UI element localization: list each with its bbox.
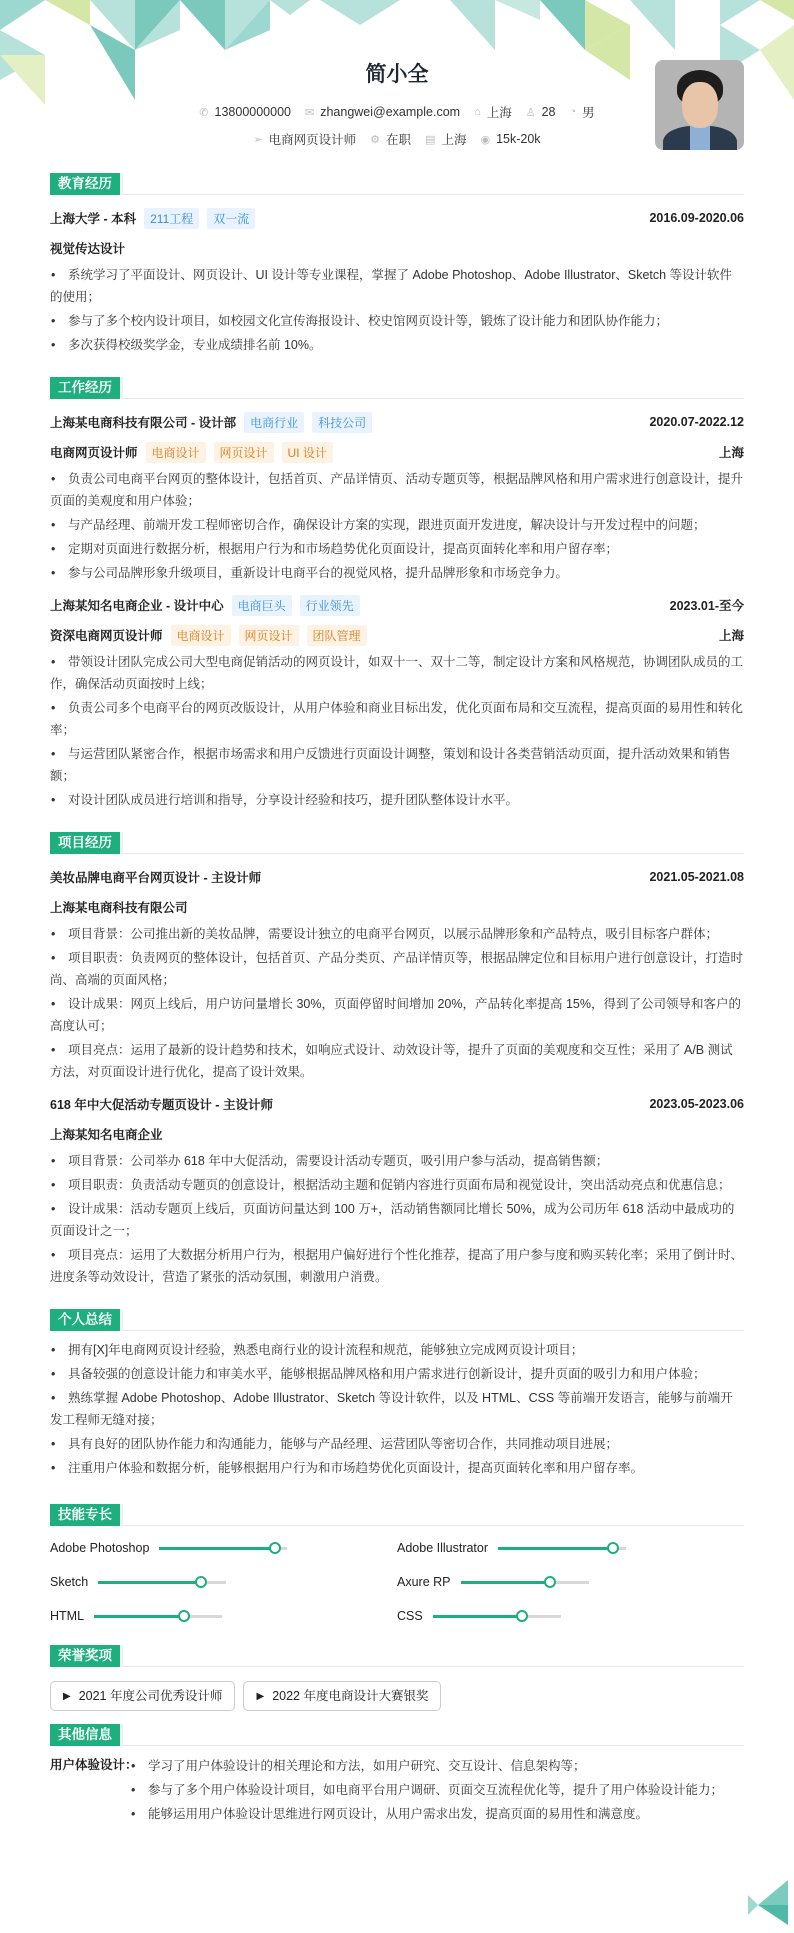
info-text: 13800000000 bbox=[214, 105, 291, 119]
skill-level-fill bbox=[498, 1547, 613, 1550]
bullet-item: • 参与了多个校内设计项目，如校园文化宣传海报设计、校史馆网页设计等，锻炼了设计能力和团队协作能力； bbox=[50, 310, 744, 332]
section-header bbox=[50, 368, 744, 399]
skill-level-slider bbox=[498, 1547, 626, 1550]
bullet-list bbox=[50, 651, 744, 811]
skill-level-slider bbox=[433, 1615, 561, 1618]
skill-level-fill bbox=[461, 1581, 551, 1584]
skill-level-fill bbox=[159, 1547, 274, 1550]
skill-name: Adobe Photoshop bbox=[50, 1541, 150, 1555]
entry-row bbox=[50, 1089, 744, 1119]
date-range: 2020.07-2022.12 bbox=[649, 415, 744, 429]
avatar bbox=[655, 60, 744, 150]
tag-badge: 电商行业 bbox=[244, 412, 304, 433]
bullet-item: • 与运营团队紧密合作，根据市场需求和用户反馈进行页面设计调整，策划和设计各类营销活动页面，提升活动效果和销售额； bbox=[50, 743, 744, 787]
info-item bbox=[370, 130, 411, 148]
skills-grid bbox=[50, 1534, 744, 1626]
skill-level-slider bbox=[94, 1615, 222, 1618]
entry-row bbox=[50, 437, 744, 467]
work-item bbox=[50, 407, 744, 584]
section-header bbox=[50, 823, 744, 854]
award-item[interactable] bbox=[243, 1681, 441, 1711]
tag-badge: 行业领先 bbox=[300, 595, 360, 616]
location: 上海 bbox=[718, 629, 744, 643]
tag-badge: 电商设计 bbox=[171, 625, 231, 646]
section-work bbox=[50, 368, 744, 811]
entry-row bbox=[50, 590, 744, 620]
section-header bbox=[50, 164, 744, 195]
project-company: 上海某电商科技有限公司 bbox=[50, 901, 188, 915]
entry-row bbox=[50, 1119, 744, 1149]
info-item bbox=[253, 130, 356, 148]
bullet-item: • 具备较强的创意设计能力和审美水平，能够根据品牌风格和用户需求进行创新设计，提升页面的吸引力和用户体验； bbox=[50, 1363, 744, 1385]
bullet-item: • 具有良好的团队协作能力和沟通能力，能够与产品经理、运营团队等密切合作，共同推动项目进展； bbox=[50, 1433, 744, 1455]
section-title: 工作经历 bbox=[50, 377, 120, 399]
tag-badge: 团队管理 bbox=[307, 625, 367, 646]
info-item bbox=[526, 103, 556, 121]
location: 上海 bbox=[718, 446, 744, 460]
skill-level-knob bbox=[178, 1610, 190, 1622]
date-range: 2021.05-2021.08 bbox=[649, 870, 744, 884]
section-projects bbox=[50, 823, 744, 1288]
education-item bbox=[50, 203, 744, 356]
entry-row bbox=[50, 862, 744, 892]
phone-icon: ✆ bbox=[199, 106, 209, 119]
bullet-item: • 设计成果：活动专题页上线后，页面访问量达到 100 万+，活动销售额同比增长 50%，成为公司历年 618 活动中最成功的页面设计之一； bbox=[50, 1198, 744, 1242]
company-name: 上海某电商科技有限公司 - 设计部 bbox=[50, 416, 237, 430]
award-label: 2021 年度公司优秀设计师 bbox=[78, 1688, 223, 1703]
bullet-list bbox=[50, 264, 744, 356]
tag-badge: 双一流 bbox=[207, 208, 255, 229]
section-title: 荣誉奖项 bbox=[50, 1645, 120, 1667]
info-text: 28 bbox=[541, 105, 556, 119]
entry-left bbox=[50, 1125, 163, 1143]
skill-level-slider bbox=[98, 1581, 226, 1584]
entry-left bbox=[50, 625, 367, 646]
bullet-item: • 参与公司品牌形象升级项目，重新设计电商平台的视觉风格，提升品牌形象和市场竞争力。 bbox=[50, 562, 744, 584]
entry-row bbox=[50, 892, 744, 922]
job-role: 资深电商网页设计师 bbox=[50, 629, 163, 643]
candidate-name: 简小全 bbox=[365, 63, 429, 86]
work-item bbox=[50, 590, 744, 811]
info-item bbox=[474, 103, 512, 121]
bullet-item: • 参与了多个用户体验设计项目，如电商平台用户调研、页面交互流程优化等，提升了用户体验设计能力； bbox=[130, 1779, 723, 1801]
skill-item bbox=[50, 1538, 397, 1558]
info-item bbox=[199, 103, 291, 121]
entry-left bbox=[50, 595, 360, 616]
entry-left bbox=[50, 1095, 273, 1113]
entry-left bbox=[50, 239, 125, 257]
entry-left bbox=[50, 898, 188, 916]
school-name: 上海大学 - 本科 bbox=[50, 212, 137, 226]
skill-level-slider bbox=[461, 1581, 589, 1584]
project-item bbox=[50, 862, 744, 1083]
section-header bbox=[50, 1715, 744, 1746]
age-icon: ♙ bbox=[525, 106, 536, 119]
skill-level-knob bbox=[195, 1576, 207, 1588]
date-range: 2016.09-2020.06 bbox=[649, 211, 744, 225]
section-header bbox=[50, 1495, 744, 1526]
bullet-item: • 带领设计团队完成公司大型电商促销活动的网页设计，如双十一、双十二等，制定设计方案和风格规范，协调团队成员的工作，确保活动页面按时上线； bbox=[50, 651, 744, 695]
section-summary bbox=[50, 1300, 744, 1479]
section-header bbox=[50, 1300, 744, 1331]
entry-left bbox=[50, 868, 261, 886]
skill-level-knob bbox=[544, 1576, 556, 1588]
info-item bbox=[480, 130, 540, 148]
info-text: 在职 bbox=[386, 133, 412, 147]
bullet-item: • 定期对页面进行数据分析，根据用户行为和市场趋势优化页面设计，提高页面转化率和用户留存率； bbox=[50, 538, 744, 560]
section-education bbox=[50, 164, 744, 356]
tag-badge: 网页设计 bbox=[239, 625, 299, 646]
skill-name: Sketch bbox=[50, 1575, 89, 1589]
building-icon: ▤ bbox=[425, 133, 436, 146]
project-name: 618 年中大促活动专题页设计 - 主设计师 bbox=[50, 1098, 273, 1112]
play-icon: ▶ bbox=[256, 1690, 265, 1702]
tag-badge: 电商巨头 bbox=[232, 595, 292, 616]
company-name: 上海某知名电商企业 - 设计中心 bbox=[50, 599, 224, 613]
info-text: 上海 bbox=[486, 106, 512, 120]
other-label: 用户体验设计： bbox=[50, 1758, 138, 1772]
bullet-item: • 负责公司多个电商平台的网页改版设计，从用户体验和商业目标出发，优化页面布局和交互流程，提高页面的易用性和转化率； bbox=[50, 697, 744, 741]
skill-item bbox=[397, 1572, 744, 1592]
tag-badge: UI 设计 bbox=[282, 442, 333, 463]
bullet-item: • 注重用户体验和数据分析，能够根据用户行为和市场趋势优化页面设计，提高页面转化率和用户留存率。 bbox=[50, 1457, 744, 1479]
mail-icon: ✉ bbox=[305, 106, 315, 119]
bullet-item: • 与产品经理、前端开发工程师密切合作，确保设计方案的实现，跟进页面开发进度，解决设计与开发过程中的问题； bbox=[50, 514, 744, 536]
bullet-item: • 系统学习了平面设计、网页设计、UI 设计等专业课程，掌握了 Adobe Photoshop、Adobe Illustrator、Sketch 等设计软件的使用； bbox=[50, 264, 744, 308]
other-item bbox=[50, 1754, 744, 1827]
award-label: 2022 年度电商设计大赛银奖 bbox=[272, 1688, 429, 1703]
send-icon: ➢ bbox=[253, 133, 263, 146]
project-item bbox=[50, 1089, 744, 1288]
info-text: zhangwei@example.com bbox=[320, 105, 461, 119]
section-title: 其他信息 bbox=[50, 1724, 120, 1746]
skill-item bbox=[397, 1538, 744, 1558]
section-title: 技能专长 bbox=[50, 1504, 120, 1526]
tag-badge: 电商设计 bbox=[146, 442, 206, 463]
info-item bbox=[570, 103, 595, 121]
gender-icon: ◔ bbox=[569, 106, 577, 118]
bullet-item: • 负责公司电商平台网页的整体设计，包括首页、产品详情页、活动专题页等，根据品牌风格和用户需求进行创意设计，提升页面的美观度和用户体验； bbox=[50, 468, 744, 512]
info-text: 15k-20k bbox=[496, 132, 541, 146]
home-icon: ⌂ bbox=[474, 106, 481, 118]
bullet-list bbox=[50, 1339, 744, 1479]
info-item bbox=[425, 130, 466, 148]
skill-item bbox=[50, 1606, 397, 1626]
skill-level-knob bbox=[516, 1610, 528, 1622]
bullet-item: • 项目亮点：运用了大数据分析用户行为，根据用户偏好进行个性化推荐，提高了用户参与度和购买转化率；采用了倒计时、进度条等动效设计，营造了紧张的活动氛围，刺激用户消费。 bbox=[50, 1244, 744, 1288]
skill-level-slider bbox=[159, 1547, 287, 1550]
skill-name: HTML bbox=[50, 1609, 85, 1623]
tag-badge: 211工程 bbox=[144, 208, 199, 229]
tag-badge: 网页设计 bbox=[214, 442, 274, 463]
date-range: 2023.01-至今 bbox=[669, 599, 744, 613]
bullet-item: • 项目职责：负责活动专题页的创意设计，根据活动主题和促销内容进行页面布局和视觉设计，突出活动亮点和优惠信息； bbox=[50, 1174, 744, 1196]
info-text: 男 bbox=[582, 106, 595, 120]
bullet-list bbox=[50, 1150, 744, 1288]
skill-level-fill bbox=[94, 1615, 184, 1618]
skill-name: CSS bbox=[397, 1609, 423, 1623]
section-header bbox=[50, 1636, 744, 1667]
status-icon: ⚙ bbox=[370, 133, 381, 146]
bullet-item: • 多次获得校级奖学金，专业成绩排名前 10%。 bbox=[50, 334, 744, 356]
bullet-item: • 项目亮点：运用了最新的设计趋势和技术，如响应式设计、动效设计等，提升了页面的美观度和交互性；采用了 A/B 测试方法，对页面设计进行优化，提高了设计效果。 bbox=[50, 1039, 744, 1083]
section-title: 项目经历 bbox=[50, 832, 120, 854]
entry-row bbox=[50, 407, 744, 437]
skill-level-fill bbox=[433, 1615, 523, 1618]
skill-name: Adobe Illustrator bbox=[397, 1541, 489, 1555]
entry-row bbox=[50, 233, 744, 263]
bullet-item: • 项目背景：公司举办 618 年中大促活动，需要设计活动专题页，吸引用户参与活动，提高销售额； bbox=[50, 1150, 744, 1172]
bullet-item: • 设计成果：网页上线后，用户访问量增长 30%，页面停留时间增加 20%，产品转化率提高 15%，得到了公司领导和客户的高度认可； bbox=[50, 993, 744, 1037]
project-company: 上海某知名电商企业 bbox=[50, 1128, 163, 1142]
bullet-item: • 拥有[X]年电商网页设计经验，熟悉电商行业的设计流程和规范，能够独立完成网页设计项目； bbox=[50, 1339, 744, 1361]
info-text: 电商网页设计师 bbox=[268, 133, 357, 147]
bullet-item: • 项目背景：公司推出新的美妆品牌，需要设计独立的电商平台网页，以展示品牌形象和产品特点，吸引目标客户群体； bbox=[50, 923, 744, 945]
info-item bbox=[305, 103, 460, 121]
entry-row bbox=[50, 620, 744, 650]
bullet-item: • 熟练掌握 Adobe Photoshop、Adobe Illustrator、Sketch 等设计软件，以及 HTML、CSS 等前端开发语言，能够与前端开发工程师无缝对接； bbox=[50, 1387, 744, 1431]
bullet-item: • 能够运用用户体验设计思维进行网页设计，从用户需求出发，提高页面的易用性和满意度。 bbox=[130, 1803, 723, 1825]
bullet-list bbox=[130, 1754, 723, 1827]
section-honors bbox=[50, 1636, 744, 1721]
bullet-item: • 学习了用户体验设计的相关理论和方法，如用户研究、交互设计、信息架构等； bbox=[130, 1755, 723, 1777]
award-item[interactable] bbox=[50, 1681, 235, 1711]
play-icon: ▶ bbox=[63, 1690, 71, 1702]
section-other bbox=[50, 1715, 744, 1827]
entry-row bbox=[50, 203, 744, 233]
salary-icon: ◉ bbox=[480, 133, 491, 146]
skill-name: Axure RP bbox=[397, 1575, 451, 1589]
tag-badge: 科技公司 bbox=[312, 412, 372, 433]
resume-header bbox=[0, 0, 794, 160]
skill-item bbox=[397, 1606, 744, 1626]
section-skills bbox=[50, 1495, 744, 1626]
bullet-item: • 项目职责：负责网页的整体设计，包括首页、产品分类页、产品详情页等，根据品牌定位和目标用户进行创意设计，打造时尚、高端的页面风格； bbox=[50, 947, 744, 991]
info-text: 上海 bbox=[441, 133, 467, 147]
entry-left bbox=[50, 208, 255, 229]
skill-item bbox=[50, 1572, 397, 1592]
project-name: 美妆品牌电商平台网页设计 - 主设计师 bbox=[50, 871, 262, 885]
bullet-item: • 对设计团队成员进行培训和指导，分享设计经验和技巧，提升团队整体设计水平。 bbox=[50, 789, 744, 811]
entry-left bbox=[50, 442, 333, 463]
bullet-list bbox=[50, 468, 744, 584]
date-range: 2023.05-2023.06 bbox=[649, 1097, 744, 1111]
skill-level-knob bbox=[607, 1542, 619, 1554]
entry-left bbox=[50, 412, 372, 433]
bullet-list bbox=[50, 923, 744, 1083]
section-title: 教育经历 bbox=[50, 173, 120, 195]
skill-level-knob bbox=[269, 1542, 281, 1554]
job-role: 电商网页设计师 bbox=[50, 446, 138, 460]
skill-level-fill bbox=[98, 1581, 200, 1584]
major: 视觉传达设计 bbox=[50, 242, 126, 256]
section-title: 个人总结 bbox=[50, 1309, 120, 1331]
footer-decoration bbox=[748, 1880, 788, 1925]
